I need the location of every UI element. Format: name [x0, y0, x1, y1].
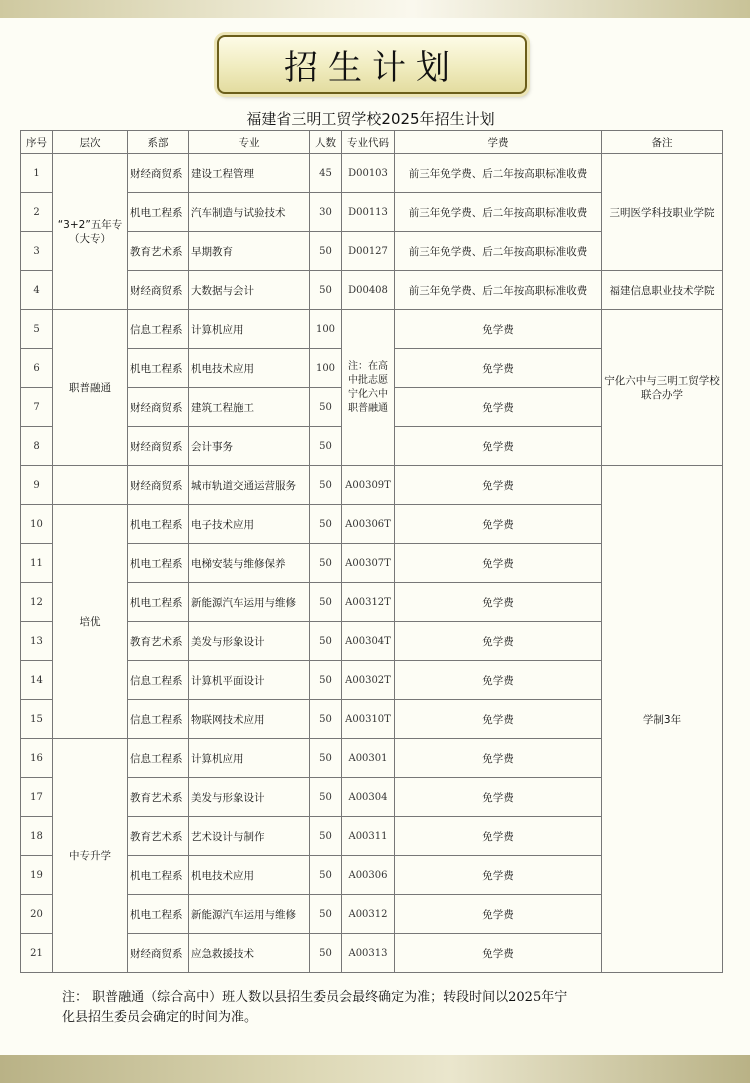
- level-cell: “3+2”五年专（大专）: [53, 154, 128, 310]
- row-number: 19: [21, 856, 53, 895]
- row-number: 4: [21, 271, 53, 310]
- count-cell: 50: [310, 934, 342, 973]
- dept-cell: 教育艺术系: [128, 622, 189, 661]
- fee-cell: 免学费: [395, 895, 602, 934]
- row-number: 5: [21, 310, 53, 349]
- fee-cell: 免学费: [395, 739, 602, 778]
- dept-cell: 机电工程系: [128, 193, 189, 232]
- dept-cell: 财经商贸系: [128, 271, 189, 310]
- fee-cell: 免学费: [395, 817, 602, 856]
- header-cell: 学费: [395, 131, 602, 154]
- count-cell: 50: [310, 271, 342, 310]
- code-cell: A00311: [342, 817, 395, 856]
- dept-cell: 机电工程系: [128, 349, 189, 388]
- code-cell: A00301: [342, 739, 395, 778]
- code-cell: A00307T: [342, 544, 395, 583]
- count-cell: 100: [310, 349, 342, 388]
- code-cell: A00312T: [342, 583, 395, 622]
- fee-cell: 免学费: [395, 310, 602, 349]
- dept-cell: 信息工程系: [128, 661, 189, 700]
- row-number: 13: [21, 622, 53, 661]
- dept-cell: 财经商贸系: [128, 466, 189, 505]
- major-cell: 应急救援技术: [189, 934, 310, 973]
- fee-cell: 免学费: [395, 505, 602, 544]
- code-note-cell: 注：在高中批志愿宁化六中职普融通: [342, 310, 395, 466]
- bottom-decor-band: [0, 1055, 750, 1083]
- count-cell: 50: [310, 544, 342, 583]
- header-cell: 专业代码: [342, 131, 395, 154]
- major-cell: 建设工程管理: [189, 154, 310, 193]
- code-cell: A00302T: [342, 661, 395, 700]
- count-cell: 50: [310, 778, 342, 817]
- dept-cell: 财经商贸系: [128, 154, 189, 193]
- remark-cell: 三明医学科技职业学院: [602, 154, 723, 271]
- major-cell: 电梯安装与维修保养: [189, 544, 310, 583]
- remark-cell: 宁化六中与三明工贸学校联合办学: [602, 310, 723, 466]
- count-cell: 50: [310, 895, 342, 934]
- major-cell: 机电技术应用: [189, 349, 310, 388]
- dept-cell: 机电工程系: [128, 505, 189, 544]
- code-cell: A00304T: [342, 622, 395, 661]
- table-title: 福建省三明工贸学校2025年招生计划: [246, 110, 495, 128]
- table-row: [21, 154, 723, 193]
- fee-cell: 免学费: [395, 388, 602, 427]
- count-cell: 50: [310, 622, 342, 661]
- fee-cell: 免学费: [395, 661, 602, 700]
- dept-cell: 机电工程系: [128, 544, 189, 583]
- row-number: 8: [21, 427, 53, 466]
- major-cell: 计算机应用: [189, 739, 310, 778]
- code-cell: A00313: [342, 934, 395, 973]
- header-cell: 专业: [189, 131, 310, 154]
- count-cell: 50: [310, 427, 342, 466]
- enrollment-plan-table: [20, 130, 723, 973]
- major-cell: 新能源汽车运用与维修: [189, 583, 310, 622]
- major-cell: 计算机应用: [189, 310, 310, 349]
- major-cell: 计算机平面设计: [189, 661, 310, 700]
- fee-cell: 免学费: [395, 856, 602, 895]
- count-cell: 50: [310, 817, 342, 856]
- count-cell: 50: [310, 232, 342, 271]
- dept-cell: 教育艺术系: [128, 778, 189, 817]
- major-cell: 城市轨道交通运营服务: [189, 466, 310, 505]
- code-cell: A00306: [342, 856, 395, 895]
- code-cell: A00312: [342, 895, 395, 934]
- row-number: 10: [21, 505, 53, 544]
- fee-cell: 免学费: [395, 349, 602, 388]
- major-cell: 机电技术应用: [189, 856, 310, 895]
- page-title: 招生计划: [217, 35, 527, 94]
- level-cell: 职普融通: [53, 310, 128, 466]
- header-cell: 序号: [21, 131, 53, 154]
- fee-cell: 免学费: [395, 466, 602, 505]
- dept-cell: 财经商贸系: [128, 934, 189, 973]
- footnote-line: 注： 职普融通（综合高中）班人数以县招生委员会最终确定为准；转段时间以2025年宁: [62, 990, 568, 1005]
- dept-cell: 教育艺术系: [128, 232, 189, 271]
- row-number: 12: [21, 583, 53, 622]
- row-number: 15: [21, 700, 53, 739]
- row-number: 20: [21, 895, 53, 934]
- row-number: 18: [21, 817, 53, 856]
- fee-cell: 前三年免学费、后二年按高职标准收费: [395, 232, 602, 271]
- count-cell: 50: [310, 505, 342, 544]
- code-cell: D00127: [342, 232, 395, 271]
- header-cell: 备注: [602, 131, 723, 154]
- row-number: 21: [21, 934, 53, 973]
- fee-cell: 前三年免学费、后二年按高职标准收费: [395, 154, 602, 193]
- level-cell-empty: [53, 466, 128, 505]
- dept-cell: 信息工程系: [128, 700, 189, 739]
- footnote: [62, 988, 722, 1028]
- table-row: [21, 310, 723, 349]
- code-cell: A00309T: [342, 466, 395, 505]
- code-cell: A00310T: [342, 700, 395, 739]
- row-number: 14: [21, 661, 53, 700]
- major-cell: 会计事务: [189, 427, 310, 466]
- row-number: 1: [21, 154, 53, 193]
- major-cell: 建筑工程施工: [189, 388, 310, 427]
- dept-cell: 财经商贸系: [128, 427, 189, 466]
- major-cell: 大数据与会计: [189, 271, 310, 310]
- footnote-line: 化县招生委员会确定的时间为准。: [62, 1010, 258, 1025]
- major-cell: 汽车制造与试验技术: [189, 193, 310, 232]
- row-number: 17: [21, 778, 53, 817]
- count-cell: 50: [310, 583, 342, 622]
- fee-cell: 免学费: [395, 583, 602, 622]
- fee-cell: 免学费: [395, 934, 602, 973]
- major-cell: 美发与形象设计: [189, 778, 310, 817]
- major-cell: 物联网技术应用: [189, 700, 310, 739]
- count-cell: 50: [310, 856, 342, 895]
- dept-cell: 信息工程系: [128, 310, 189, 349]
- count-cell: 30: [310, 193, 342, 232]
- code-cell: A00306T: [342, 505, 395, 544]
- fee-cell: 免学费: [395, 427, 602, 466]
- count-cell: 45: [310, 154, 342, 193]
- table-row: [21, 466, 723, 505]
- header-cell: 层次: [53, 131, 128, 154]
- top-decor-band: [0, 0, 750, 18]
- major-cell: 新能源汽车运用与维修: [189, 895, 310, 934]
- count-cell: 50: [310, 739, 342, 778]
- major-cell: 美发与形象设计: [189, 622, 310, 661]
- row-number: 9: [21, 466, 53, 505]
- level-cell: 培优: [53, 505, 128, 739]
- row-number: 16: [21, 739, 53, 778]
- table-header-row: [21, 131, 723, 154]
- row-number: 2: [21, 193, 53, 232]
- fee-cell: 免学费: [395, 700, 602, 739]
- fee-cell: 前三年免学费、后二年按高职标准收费: [395, 193, 602, 232]
- code-cell: D00408: [342, 271, 395, 310]
- fee-cell: 前三年免学费、后二年按高职标准收费: [395, 271, 602, 310]
- fee-cell: 免学费: [395, 544, 602, 583]
- dept-cell: 机电工程系: [128, 895, 189, 934]
- code-cell: A00304: [342, 778, 395, 817]
- code-cell: D00103: [342, 154, 395, 193]
- remark-cell: 学制3年: [602, 466, 723, 973]
- row-number: 7: [21, 388, 53, 427]
- row-number: 6: [21, 349, 53, 388]
- dept-cell: 机电工程系: [128, 583, 189, 622]
- count-cell: 50: [310, 661, 342, 700]
- count-cell: 100: [310, 310, 342, 349]
- fee-cell: 免学费: [395, 778, 602, 817]
- header-cell: 人数: [310, 131, 342, 154]
- count-cell: 50: [310, 466, 342, 505]
- remark-cell: 福建信息职业技术学院: [602, 271, 723, 310]
- dept-cell: 财经商贸系: [128, 388, 189, 427]
- dept-cell: 信息工程系: [128, 739, 189, 778]
- header-cell: 系部: [128, 131, 189, 154]
- count-cell: 50: [310, 388, 342, 427]
- level-cell: 中专升学: [53, 739, 128, 973]
- code-cell: D00113: [342, 193, 395, 232]
- count-cell: 50: [310, 700, 342, 739]
- dept-cell: 教育艺术系: [128, 817, 189, 856]
- fee-cell: 免学费: [395, 622, 602, 661]
- row-number: 11: [21, 544, 53, 583]
- row-number: 3: [21, 232, 53, 271]
- major-cell: 早期教育: [189, 232, 310, 271]
- dept-cell: 机电工程系: [128, 856, 189, 895]
- major-cell: 艺术设计与制作: [189, 817, 310, 856]
- major-cell: 电子技术应用: [189, 505, 310, 544]
